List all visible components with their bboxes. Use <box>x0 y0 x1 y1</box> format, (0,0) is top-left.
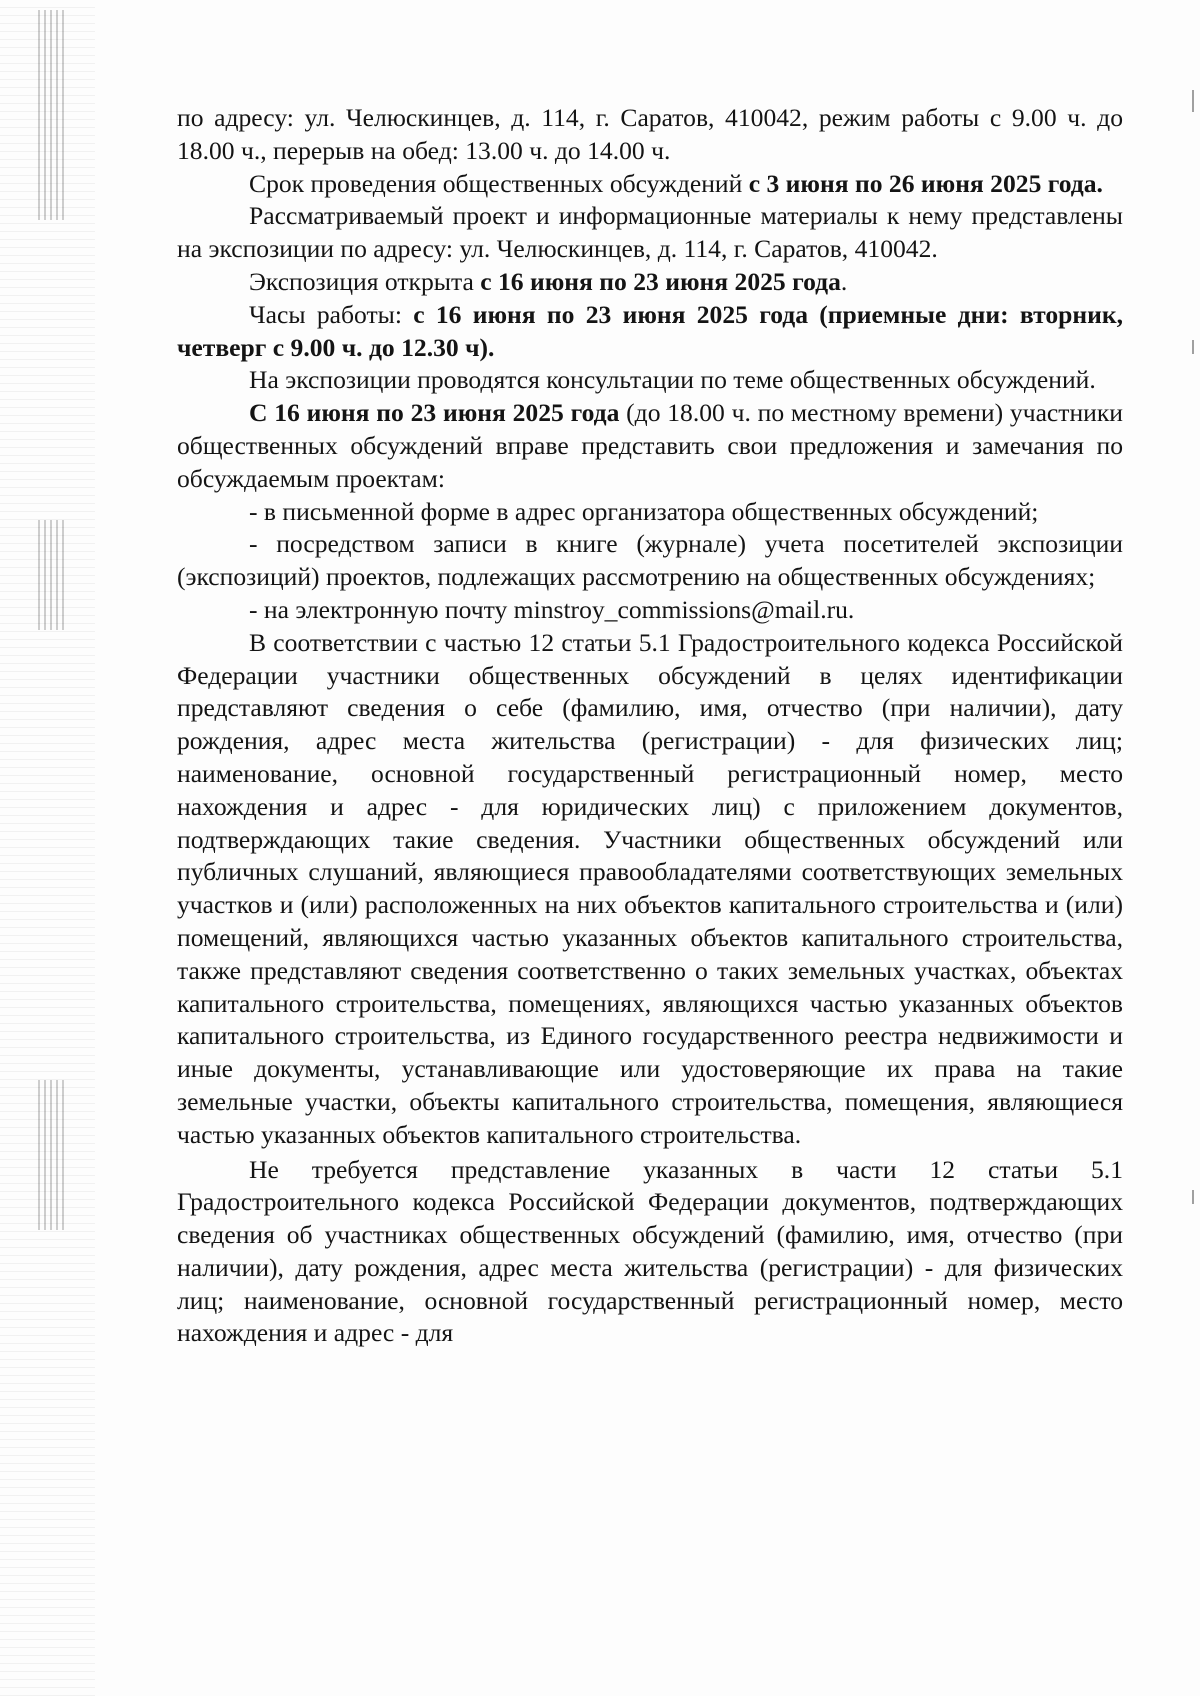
paragraph-text: Срок проведения общественных обсуждений <box>249 168 749 198</box>
list-item-written-form <box>177 496 1123 529</box>
paragraph-address <box>177 102 1123 168</box>
paragraph-text: - в письменной форме в адрес организатора общественных обсуждений; <box>249 496 1039 526</box>
paragraph-text: В соответствии с частью 12 статьи 5.1 Градостроительного кодекса Российской Федерации участники общественных обсуждений в целях идентификации представляют сведения о себе (фамилию, имя, отчество (при наличии), дату рождения, адрес места жительства (регистрации) - для физических лиц; наименование, основной государственный регистрационный номер, место нахождения и адрес - для юридических лиц) с приложением документов, подтверждающих такие сведения. Участники общественных обсуждений или публичных слушаний, являющиеся правообладателями соответствующих земельных участков и (или) расположенных на них объектов капитального строительства и (или) помещений, являющихся частью указанных объектов капитального строительства, также представляют сведения соответственно о таких земельных участках, объектах капитального строительства, помещениях, являющихся частью указанных объектов капитального строительства, из Единого государственного реестра недвижимости и иные документы, устанавливающие или удостоверяющие их права на такие земельные участки, объекты капитального строительства, помещения, являющиеся частью указанных объектов капитального строительства. <box>177 627 1123 1149</box>
scan-edge-mark <box>1192 90 1194 112</box>
scan-edge-mark <box>1192 1190 1194 1204</box>
scan-margin-mark <box>38 10 66 220</box>
paragraph-discussion-period <box>177 168 1123 201</box>
bold-dates: С 16 июня по 23 июня 2025 года <box>249 398 620 428</box>
bold-hours: с 16 июня по 23 июня 2025 года (приемные дни: вторник, четверг с 9.00 ч. до 12.30 ч). <box>177 299 1123 362</box>
paragraph-text: Не требуется представление указанных в части 12 статьи 5.1 Градостроительного кодекса Российской Федерации документов, подтверждающих сведения об участниках общественных обсуждений (фамилию, имя, отчество (при наличии), дату рождения, адрес места жительства (регистрации) - для физических лиц; наименование, основной государственный регистрационный номер, место нахождения и адрес - для <box>177 1154 1123 1348</box>
paragraph-text: Экспозиция открыта <box>249 266 481 296</box>
paragraph-text: На экспозиции проводятся консультации по теме общественных обсуждений. <box>249 365 1096 395</box>
paragraph-text: - на электронную почту minstroy_commissions@mail.ru. <box>249 594 855 624</box>
paragraph-consultations <box>177 364 1123 397</box>
paragraph-proposals-period <box>177 397 1123 495</box>
paragraph-project-materials <box>177 200 1123 266</box>
bold-dates: с 3 июня по 26 июня 2025 года. <box>748 168 1103 198</box>
bold-dates: с 16 июня по 23 июня 2025 года <box>480 266 841 296</box>
paragraph-text: Рассматриваемый проект и информационные материалы к нему представлены на экспозиции по адресу: ул. Челюскинцев, д. 114, г. Саратов, 410042. <box>177 201 1123 264</box>
list-item-email <box>177 594 1123 627</box>
list-item-visitor-book <box>177 528 1123 594</box>
scan-edge-mark <box>1192 340 1194 354</box>
paragraph-text: - посредством записи в книге (журнале) учета посетителей экспозиции (экспозиций) проектов, подлежащих рассмотрению на общественных обсуждениях; <box>177 529 1123 592</box>
scan-margin-mark <box>38 1080 66 1230</box>
paragraph-identification <box>177 627 1123 1152</box>
paragraph-exposition-open <box>177 266 1123 299</box>
paragraph-text: (до 18.00 ч. по местному времени) участники общественных обсуждений вправе представить свои предложения и замечания по обсуждаемым проектам: <box>177 398 1123 493</box>
scan-margin-mark <box>38 520 66 630</box>
paragraph-text: Часы работы: <box>249 299 414 329</box>
paragraph-not-required <box>177 1154 1123 1351</box>
paragraph-working-hours <box>177 299 1123 365</box>
paragraph-text: по адресу: ул. Челюскинцев, д. 114, г. Саратов, 410042, режим работы с 9.00 ч. до 18.00 ч., перерыв на обед: 13.00 ч. до 14.00 ч. <box>177 103 1123 165</box>
scan-margin-noise <box>0 0 95 1696</box>
paragraph-text: . <box>840 266 848 296</box>
document-body <box>177 102 1123 1350</box>
